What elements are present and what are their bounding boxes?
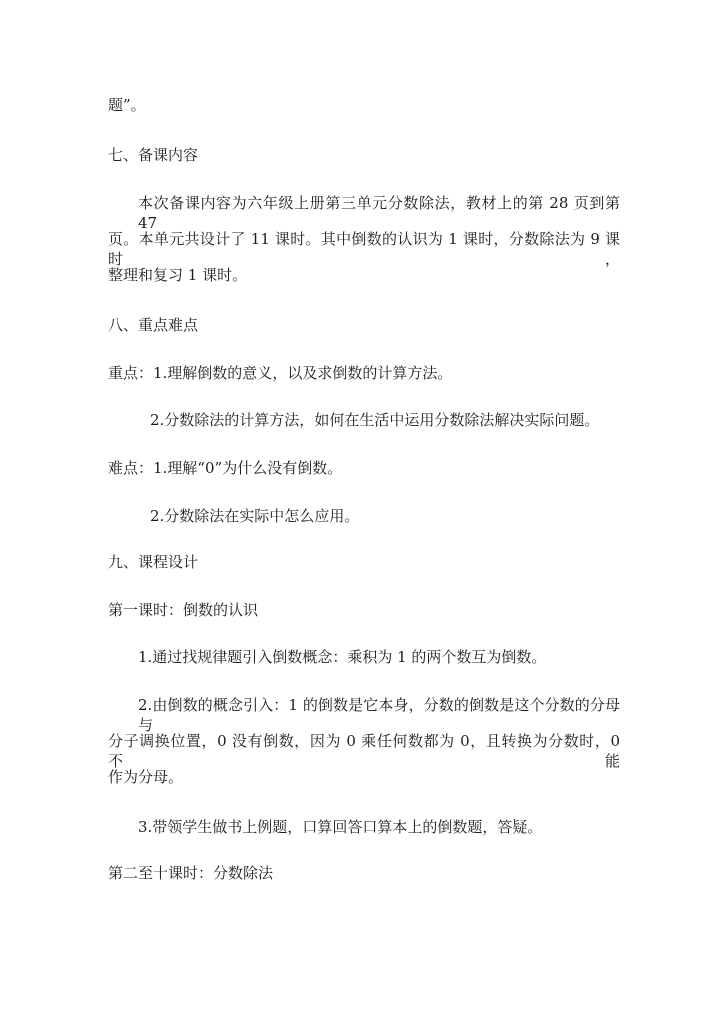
lesson-1-title: 第一课时：倒数的认识 xyxy=(108,601,259,619)
key-point-1: 重点：1.理解倒数的意义，以及求倒数的计算方法。 xyxy=(108,364,453,382)
heading-section-7: 七、备课内容 xyxy=(108,146,199,164)
difficulty-1: 难点：1.理解“0”为什么没有倒数。 xyxy=(108,459,343,477)
lesson-1-item-2-line-2: 分子调换位置，0 没有倒数，因为 0 乘任何数都为 0，且转换为分数时，0 不能 xyxy=(108,732,620,770)
lesson-2-10-title: 第二至十课时：分数除法 xyxy=(108,864,274,882)
paragraph-continuation: 题”。 xyxy=(108,96,146,114)
difficulty-2: 2.分数除法在实际中怎么应用。 xyxy=(150,507,360,525)
paragraph-line-1: 本次备课内容为六年级上册第三单元分数除法，教材上的第 28 页到第 47 xyxy=(138,194,620,232)
lesson-1-item-2-line-3: 作为分母。 xyxy=(108,768,184,786)
paragraph-line-2: 页。本单元共设计了 11 课时。其中倒数的认识为 1 课时，分数除法为 9 课时， xyxy=(108,230,620,268)
lesson-1-item-1: 1.通过找规律题引入倒数概念：乘积为 1 的两个数互为倒数。 xyxy=(138,648,547,666)
paragraph-line-3: 整理和复习 1 课时。 xyxy=(108,266,248,284)
heading-section-9: 九、课程设计 xyxy=(108,553,199,571)
lesson-1-item-3: 3.带领学生做书上例题，口算回答口算本上的倒数题，答疑。 xyxy=(138,818,543,836)
heading-section-8: 八、重点难点 xyxy=(108,316,199,334)
key-point-2: 2.分数除法的计算方法，如何在生活中运用分数除法解决实际问题。 xyxy=(150,411,600,429)
lesson-1-item-2-line-1: 2.由倒数的概念引入：1 的倒数是它本身，分数的倒数是这个分数的分母与 xyxy=(138,696,620,734)
